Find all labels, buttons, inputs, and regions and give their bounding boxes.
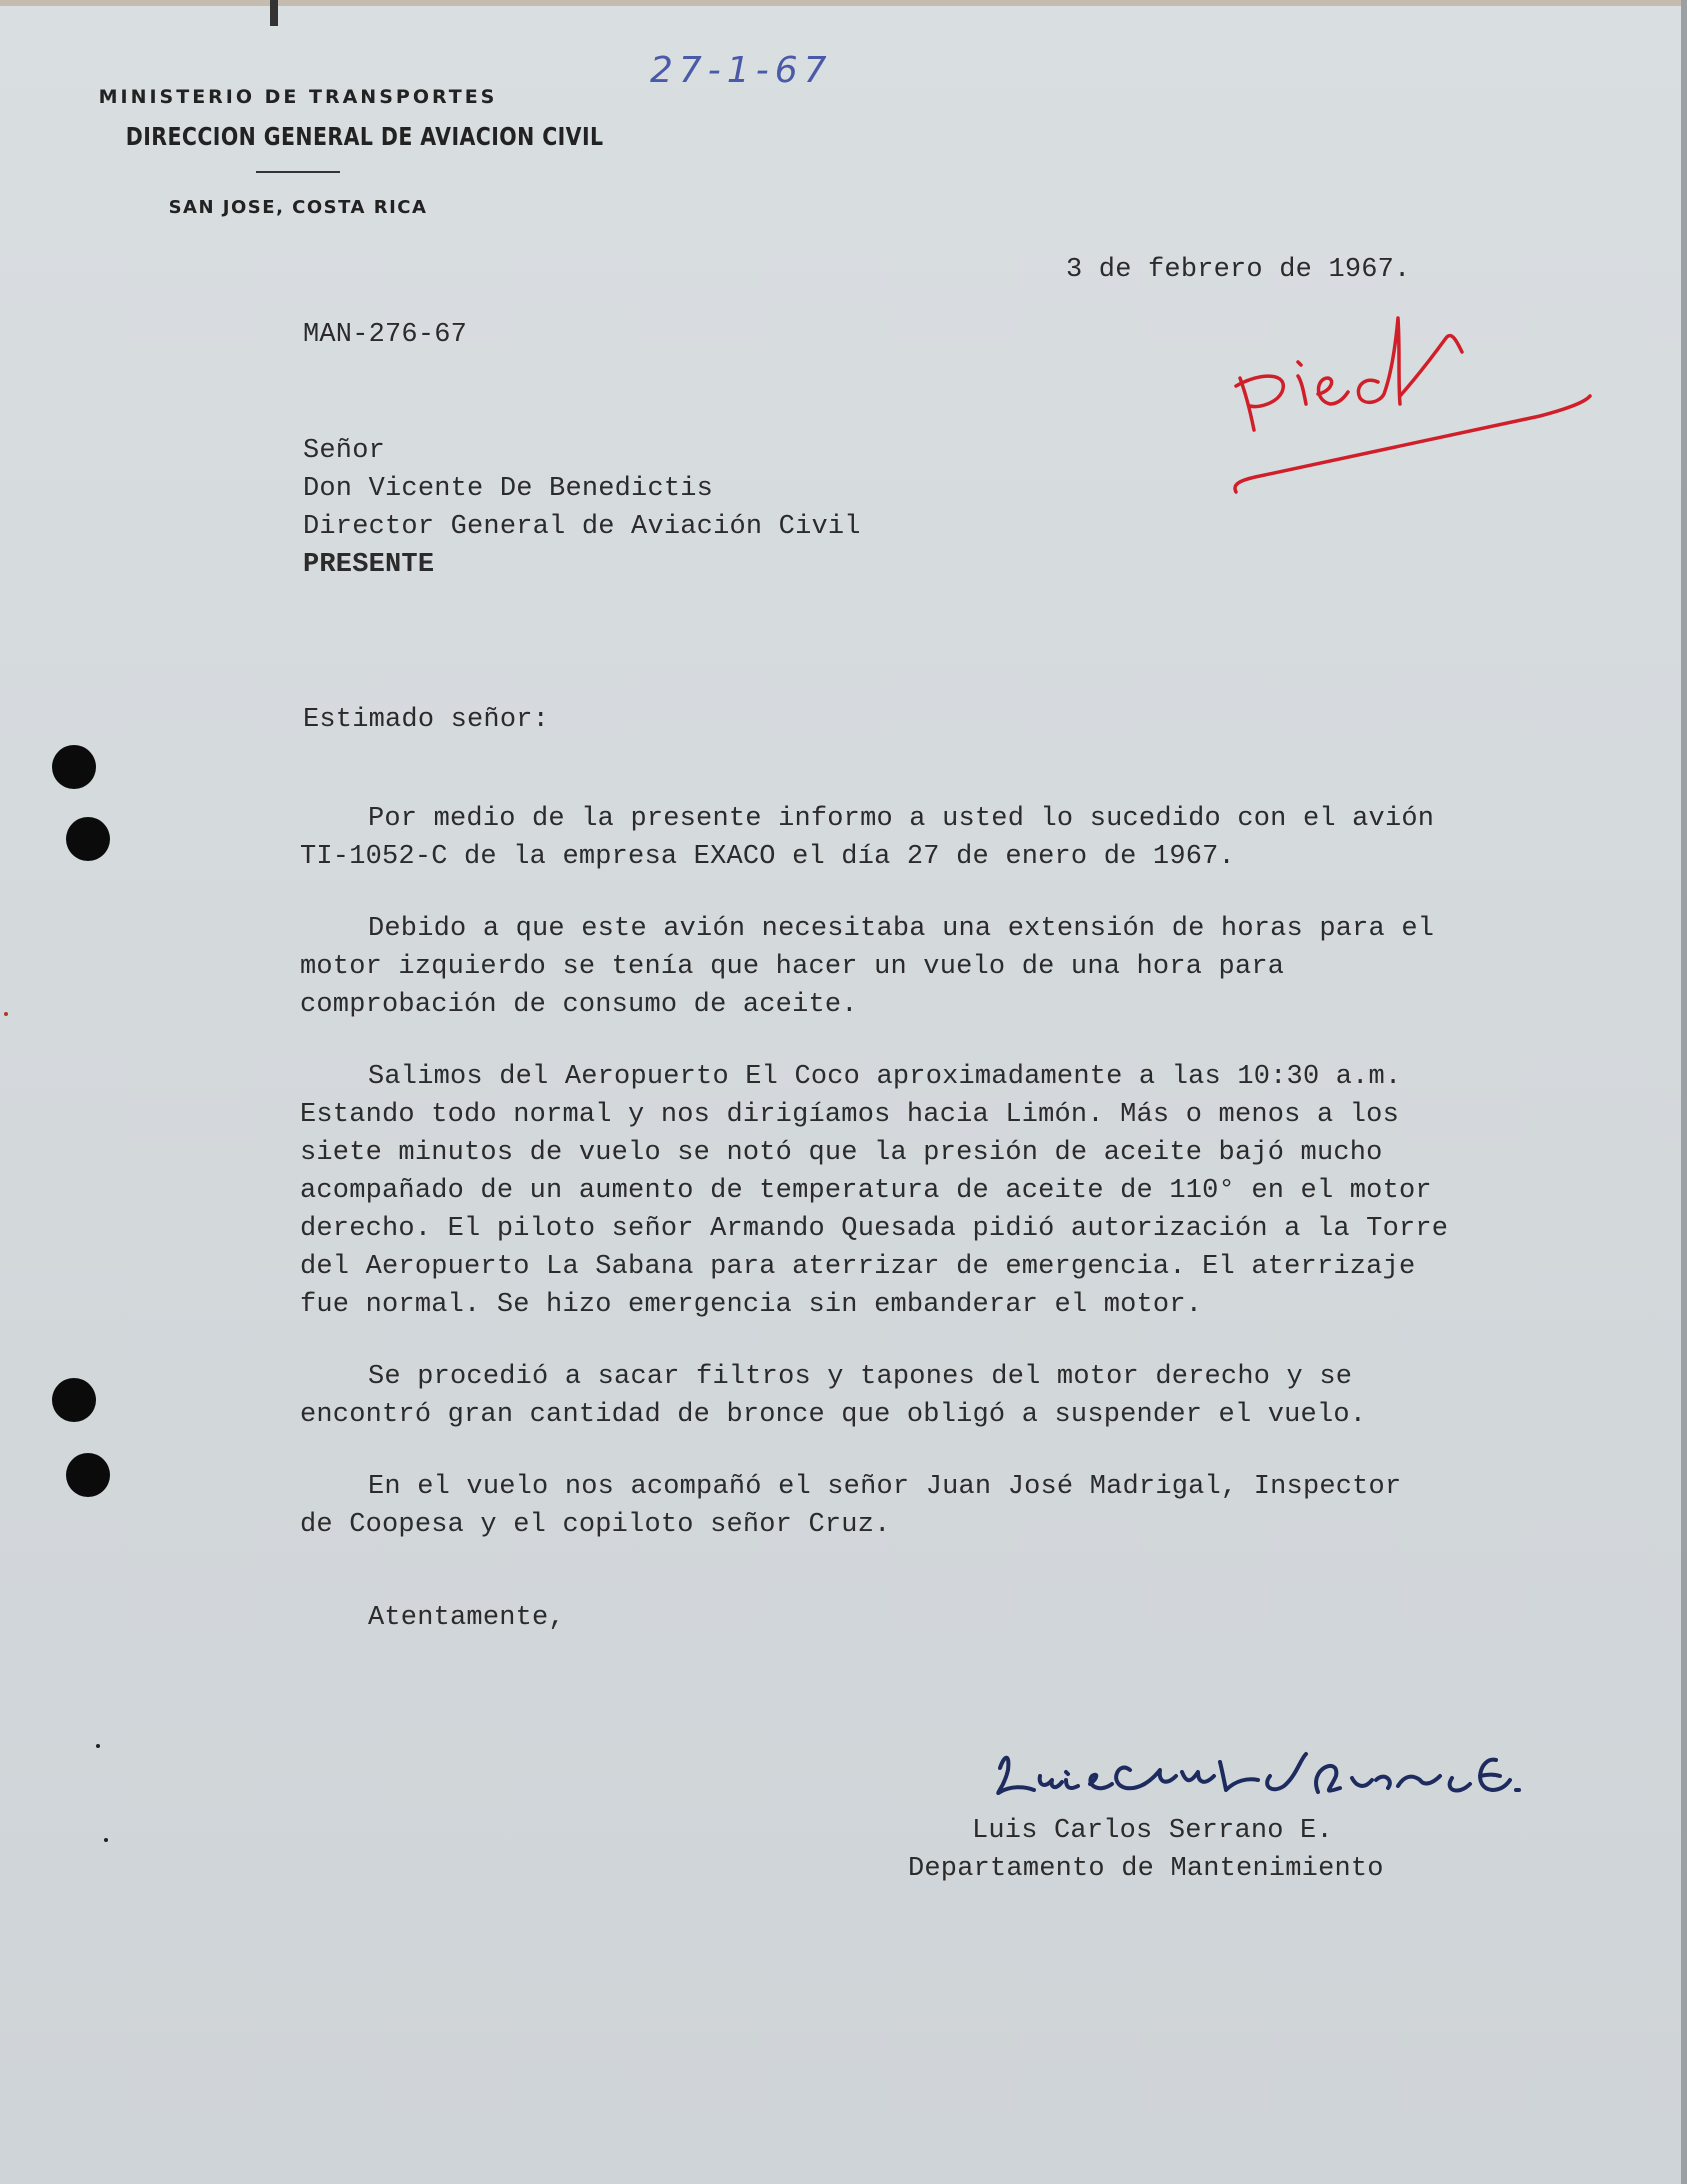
recipient-position: Director General de Aviación Civil	[303, 512, 861, 542]
letterhead-direction: DIRECCION GENERAL DE AVIACION CIVIL	[125, 122, 604, 151]
closing: Atentamente,	[368, 1603, 565, 1633]
body-paragraph: En el vuelo nos acompañó el señor Juan José Madrigal, Inspector de Coopesa y el copiloto señor Cruz.	[300, 1472, 1402, 1540]
letterhead-city: SAN JOSE, COSTA RICA	[168, 197, 428, 218]
recipient-presente: PRESENTE	[303, 550, 435, 580]
handwritten-signature	[998, 1754, 1519, 1793]
body-paragraph: Se procedió a sacar filtros y tapones del motor derecho y se encontró gran cantidad de bronce que obligó a suspender el vuelo.	[300, 1362, 1367, 1430]
body-paragraph: Por medio de la presente informo a usted lo sucedido con el avión TI-1052-C de la empresa EXACO el día 27 de enero de 1967.	[300, 804, 1435, 872]
recipient-title: Señor	[303, 436, 386, 466]
body-paragraph: Debido a que este avión necesitaba una extensión de horas para el motor izquierdo se tenía que hacer un vuelo de una hora para comprobación de consumo de aceite.	[300, 914, 1435, 1020]
body-paragraph: Salimos del Aeropuerto El Coco aproximadamente a las 10:30 a.m. Estando todo normal y nos dirigíamos hacia Limón. Más o menos a los siete minutos de vuelo se notó que la presión de aceite bajó mucho acompañado de un aumento de temperatura de aceite de 110° en el motor derecho. El piloto señor Armando Quesada pidió autorización a la Torre del Aeropuerto La Sabana para aterrizar de emergencia. El aterrizaje fue normal. Se hizo emergencia sin embanderar el motor.	[300, 1062, 1449, 1320]
signer-name: Luis Carlos Serrano E.	[972, 1816, 1333, 1846]
recipient-name: Don Vicente De Benedictis	[303, 474, 714, 504]
letterhead-ministry: MINISTERIO DE TRANSPORTES	[98, 86, 498, 108]
handwritten-date: 27-1-67	[650, 50, 833, 91]
letter-date: 3 de febrero de 1967.	[1066, 255, 1411, 285]
signer-department: Departamento de Mantenimiento	[908, 1854, 1384, 1884]
reference-number: MAN-276-67	[303, 320, 468, 350]
salutation: Estimado señor:	[303, 705, 550, 735]
red-ink-annotation	[1235, 318, 1590, 492]
